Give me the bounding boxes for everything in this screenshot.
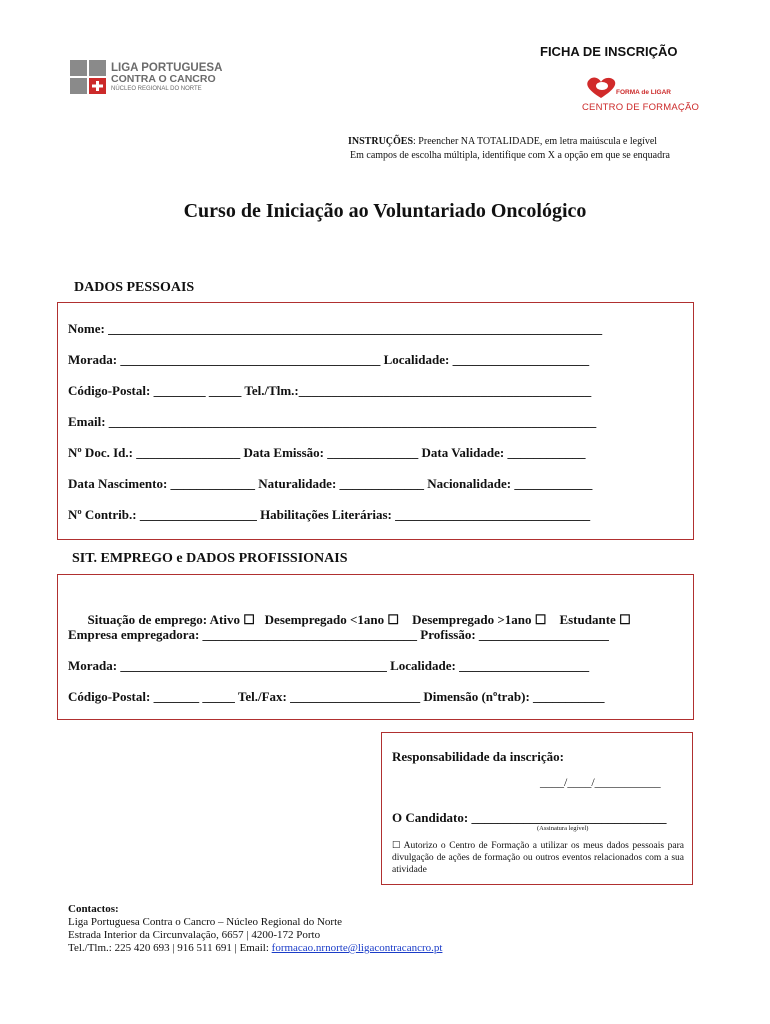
option-ativo-checkbox[interactable]: ☐: [243, 612, 255, 627]
id-doc-field[interactable]: Nº Doc. Id.: ________________ Data Emissão: ______________ Data Validade: ____________: [68, 445, 586, 460]
forma-heart-icon: [584, 76, 618, 100]
forma-center-name: CENTRO DE FORMAÇÃO: [582, 102, 700, 113]
responsibility-title: Responsabilidade da inscrição:: [392, 749, 564, 764]
professional-data-box: [57, 574, 694, 720]
forma-de-ligar-logo: [580, 76, 700, 116]
option-desemp-menos-label: Desempregado <1ano: [264, 612, 385, 627]
lpcc-name-line1: LIGA PORTUGUESA: [111, 62, 223, 74]
contacts-label: Contactos:: [68, 903, 119, 915]
option-desemp-menos-checkbox[interactable]: ☐: [387, 612, 400, 627]
instructions-line2: Em campos de escolha múltipla, identifique com X a opção em que se enquadra: [350, 150, 670, 161]
name-field[interactable]: Nome: ____________________________________________________________________________: [68, 321, 603, 336]
contacts-phones: [68, 942, 442, 955]
instructions-text1: : Preencher NA TOTALIDADE, em letra maiúscula e legível: [413, 136, 658, 147]
taxpayer-education-field[interactable]: Nº Contrib.: __________________ Habilitações Literárias: ______________________________: [68, 507, 591, 522]
date-field[interactable]: ____/____/___________: [540, 775, 661, 789]
candidate-signature-field[interactable]: O Candidato: ______________________________: [392, 810, 667, 825]
birth-nationality-field[interactable]: Data Nascimento: _____________ Naturalidade: _____________ Nacionalidade: ____________: [68, 476, 593, 491]
professional-section-title: SIT. EMPREGO e DADOS PROFISSIONAIS: [72, 551, 348, 566]
option-estudante-label: Estudante: [559, 612, 616, 627]
forma-tagline: FORMA de LIGAR: [616, 89, 672, 96]
lpcc-name-line3: NÚCLEO REGIONAL DO NORTE: [111, 86, 202, 92]
postal-phone-field[interactable]: Código-Postal: ________ _____ Tel./Tlm.:_____________________________________________: [68, 383, 592, 398]
option-ativo-label: Ativo: [209, 612, 241, 627]
contacts-org: Liga Portuguesa Contra o Cancro – Núcleo Regional do Norte: [68, 916, 343, 928]
work-postal-phone-field[interactable]: Código-Postal: _______ _____ Tel./Fax: ____________________ Dimensão (nºtrab): ___________: [68, 689, 605, 704]
course-title: Curso de Iniciação ao Voluntariado Oncológico: [183, 200, 587, 222]
option-estudante-checkbox[interactable]: ☐: [619, 612, 631, 627]
lpcc-emblem-icon: [70, 60, 108, 96]
signature-hint: (Assinatura legível): [537, 825, 589, 832]
personal-section-title: DADOS PESSOAIS: [74, 280, 195, 295]
contacts-phone-text: Tel./Tlm.: 225 420 693 | 916 511 691 | Email:: [68, 942, 272, 954]
contacts-email-link[interactable]: formacao.nrnorte@ligacontracancro.pt: [271, 942, 443, 954]
address-field[interactable]: Morada: ________________________________________ Localidade: _____________________: [68, 352, 590, 367]
instructions-label: INSTRUÇÕES: [348, 136, 414, 147]
personal-data-box: [57, 302, 694, 540]
authorization-label: Autorizo o Centro de Formação a utilizar os meus dados pessoais para divulgação de ações de formação ou outros eventos relacionados com a sua atividade: [392, 841, 685, 875]
work-address-field[interactable]: Morada: _________________________________________ Localidade: ____________________: [68, 658, 590, 673]
authorization-checkbox[interactable]: ☐: [392, 841, 401, 851]
form-title: FICHA DE INSCRIÇÃO: [540, 44, 678, 59]
lpcc-logo: [70, 58, 230, 104]
responsibility-box: [381, 732, 693, 885]
option-desemp-mais-checkbox[interactable]: ☐: [534, 612, 547, 627]
employer-profession-field[interactable]: Empresa empregadora: _________________________________ Profissão: ____________________: [68, 627, 609, 642]
lpcc-name-line2: CONTRA O CANCRO: [111, 73, 216, 85]
option-desemp-mais-label: Desempregado >1ano: [412, 612, 532, 627]
instructions-line1: [348, 136, 657, 147]
authorization-text: [392, 840, 684, 876]
contacts-address: Estrada Interior da Circunvalação, 6657 | 4200-172 Porto: [68, 929, 321, 941]
email-field[interactable]: Email: ___________________________________________________________________________: [68, 414, 597, 429]
contacts-block: [68, 903, 442, 955]
employment-situation-label: Situação de emprego:: [87, 612, 210, 627]
